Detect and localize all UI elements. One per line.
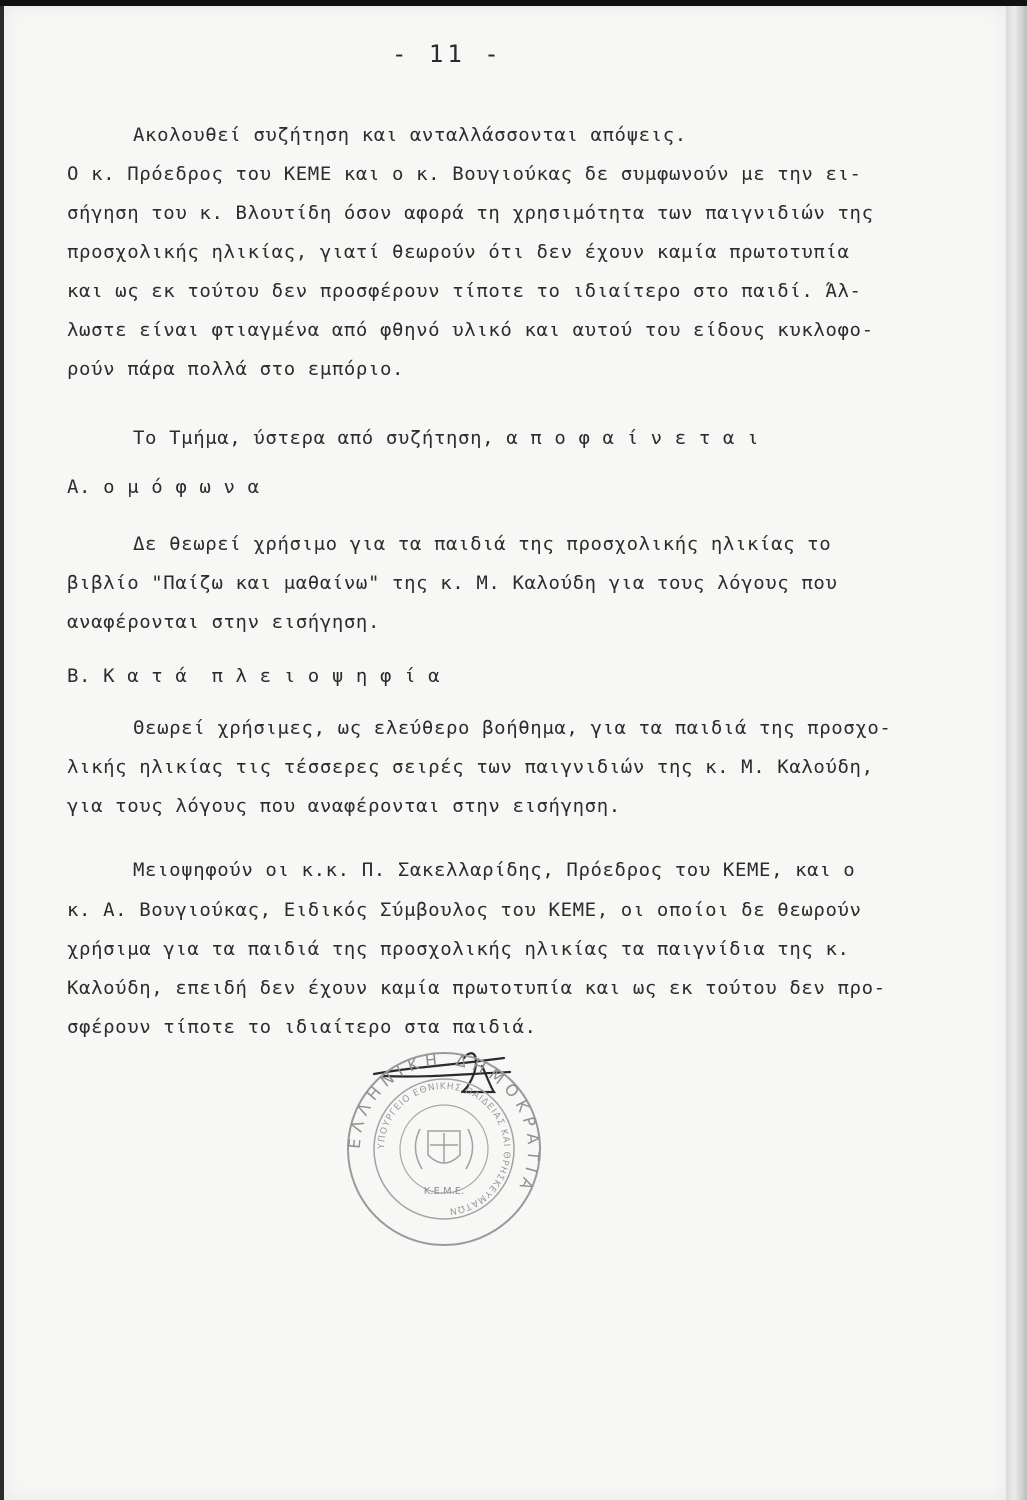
bleed-through-text — [66, 101, 789, 120]
text-line: βιβλίο "Παίζω και μαθαίνω" της κ. Μ. Καλούδη για τους λόγους που — [67, 572, 838, 594]
section-b-heading: Β. Κ α τ ά π λ ε ι ο ψ η φ ί α — [67, 665, 441, 687]
text-line: Θεωρεί χρήσιμες, ως ελεύθερο βοήθημα, για τα παιδιά της προσχο- — [133, 717, 892, 739]
text-line: λωστε είναι φτιαγμένα από φθηνό υλικό και αυτού του είδους κυκλοφο- — [67, 319, 874, 341]
text-line: για τους λόγους που αναφέρονται στην εισήγηση. — [67, 795, 621, 817]
text-line: Ακολουθεί συζήτηση και ανταλλάσσονται απόψεις. — [133, 124, 687, 146]
official-stamp — [344, 1049, 544, 1249]
text-line: προσχολικής ηλικίας, γιατί θεωρούν ότι δεν έχουν καμία πρωτοτυπία — [67, 241, 850, 263]
text-line: Ο κ. Πρόεδρος του ΚΕΜΕ και ο κ. Βουγιούκας δε συμφωνούν με την ει- — [67, 163, 862, 185]
text-line: αναφέρονται στην εισήγηση. — [67, 611, 381, 633]
text-line: σφέρουν τίποτε το ιδιαίτερο στα παιδιά. — [67, 1016, 537, 1038]
text-line: Καλούδη, επειδή δεν έχουν καμία πρωτοτυπία και ως εκ τούτου δεν προ- — [67, 977, 886, 999]
page-number: - 11 - — [392, 40, 503, 68]
document-page — [4, 6, 1006, 1500]
page-edge — [1006, 0, 1027, 1500]
text-line: κ. Α. Βουγιούκας, Ειδικός Σύμβουλος του ΚΕΜΕ, οι οποίοι δε θεωρούν — [67, 899, 862, 921]
svg-text:ΕΛΛΗΝΙΚΗ ΔΗΜΟΚΡΑΤΙΑ: ΕΛΛΗΝΙΚΗ ΔΗΜΟΚΡΑΤΙΑ — [344, 1049, 544, 1199]
scan-border — [0, 0, 1027, 6]
text-line: σήγηση του κ. Βλουτίδη όσον αφορά τη χρησιμότητα των παιγνιδιών της — [67, 202, 874, 224]
svg-text:Κ.Ε.Μ.Ε.: Κ.Ε.Μ.Ε. — [423, 1186, 465, 1197]
text-line: ρούν πάρα πολλά στο εμπόριο. — [67, 358, 405, 380]
text-line: και ως εκ τούτου δεν προσφέρουν τίποτε το ιδιαίτερο στο παιδί. Άλ- — [67, 280, 862, 302]
text-line: Δε θεωρεί χρήσιμο για τα παιδιά της προσχολικής ηλικίας το — [133, 533, 832, 555]
section-a-heading: Α. ο μ ό φ ω ν α — [67, 476, 260, 498]
coat-of-arms-icon — [415, 1129, 472, 1169]
svg-text:ΥΠΟΥΡΓΕΙΟ ΕΘΝΙΚΗΣ ΠΑΙΔΕΙΑΣ ΚΑΙ: ΥΠΟΥΡΓΕΙΟ ΕΘΝΙΚΗΣ ΠΑΙΔΕΙΑΣ ΚΑΙ ΘΡΗΣΚΕΥΜΑΤΩΝ — [376, 1081, 512, 1216]
text-line: λικής ηλικίας τις τέσσερες σειρές των παιγνιδιών της κ. Μ. Καλούδη, — [67, 756, 874, 778]
text-line: χρήσιμα για τα παιδιά της προσχολικής ηλικίας τα παιγνίδια της κ. — [67, 938, 850, 960]
decision-line: Το Τμήμα, ύστερα από συζήτηση, α π ο φ α ί ν ε τ α ι — [133, 427, 760, 449]
text-line: Μειοψηφούν οι κ.κ. Π. Σακελλαρίδης, Πρόεδρος του ΚΕΜΕ, και ο — [133, 859, 856, 881]
